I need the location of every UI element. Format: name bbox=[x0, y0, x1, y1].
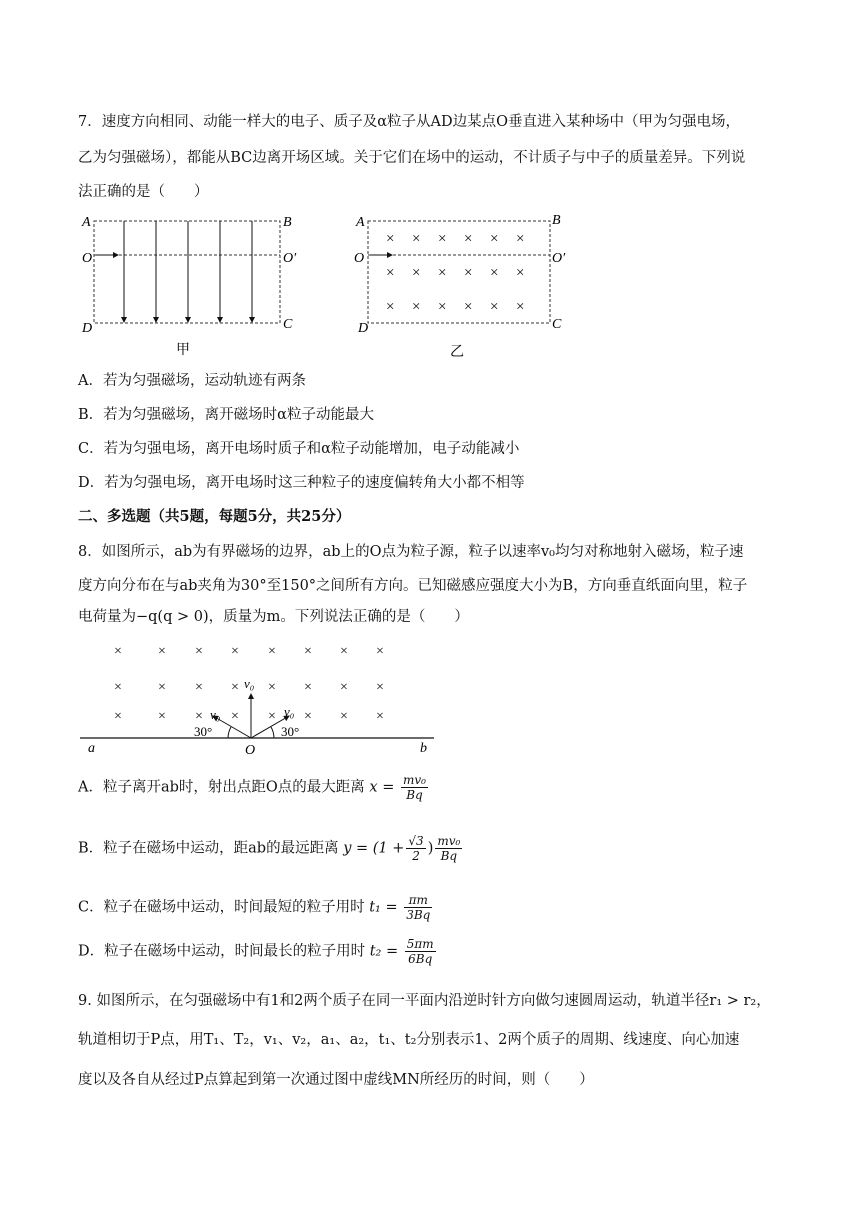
label-angle-right: 30° bbox=[281, 724, 300, 739]
label-A: A bbox=[82, 215, 91, 230]
svg-text:×: × bbox=[464, 299, 473, 315]
label-B: B bbox=[283, 215, 292, 230]
label-v0-top: v₀ bbox=[244, 676, 255, 691]
section-heading-multiple-choice: 二、多选题（共5题，每题5分，共25分） bbox=[78, 508, 351, 525]
figure-jia-electric-field bbox=[78, 206, 318, 361]
q8-option-b: B．粒子在磁场中运动，距ab的最远距离 y = (1 + $\frac{√3}{2}$ ) $\frac{\text{mv₀}}{Bq}$ bbox=[78, 834, 461, 863]
q8-stem-line3: 电荷量为−q(q > 0)，质量为m。下列说法正确的是（ ） bbox=[78, 609, 469, 625]
svg-text:×: × bbox=[386, 231, 395, 247]
svg-text:×: × bbox=[231, 680, 239, 695]
svg-text:×: × bbox=[231, 709, 239, 724]
svg-text:×: × bbox=[268, 644, 276, 659]
label-v0-left: v₀ bbox=[210, 707, 221, 722]
q9-stem-line2: 轨道相切于P点，用T₁、T₂，v₁、v₂，a₁、a₂，t₁、t₂分别表示1、2两个质子的周期、线速度、向心加速 bbox=[78, 1032, 740, 1048]
fraction: $\frac{\text{mv₀}}{Bq}$ bbox=[437, 834, 461, 863]
svg-text:×: × bbox=[158, 644, 166, 659]
q8-option-a: A．粒子离开ab时，射出点距O点的最大距离 x = $\frac{\text{mv₀}}{Bq}$ bbox=[78, 773, 426, 802]
svg-text:×: × bbox=[114, 680, 122, 695]
svg-text:×: × bbox=[158, 680, 166, 695]
label-C: C bbox=[283, 317, 293, 332]
svg-text:×: × bbox=[114, 644, 122, 659]
svg-text:×: × bbox=[438, 299, 447, 315]
label-angle-left: 30° bbox=[194, 724, 213, 739]
label-a: a bbox=[88, 741, 95, 756]
q7-stem-line3: 法正确的是（ ） bbox=[78, 184, 209, 200]
fraction: $\frac{5\pi m}{6Bq}$ bbox=[406, 937, 434, 966]
label-B: B bbox=[552, 213, 561, 228]
q8-option-d: D．粒子在磁场中运动，时间最长的粒子用时 t₂ = $\frac{5\pi m}{6Bq}$ bbox=[78, 937, 434, 966]
svg-text:×: × bbox=[304, 709, 312, 724]
svg-text:×: × bbox=[340, 680, 348, 695]
fraction: $\frac{\text{mv₀}}{Bq}$ bbox=[402, 773, 426, 802]
svg-text:×: × bbox=[231, 644, 239, 659]
q7-option-b: B．若为匀强磁场，离开磁场时α粒子动能最大 bbox=[78, 407, 374, 423]
svg-text:×: × bbox=[412, 231, 421, 247]
svg-text:×: × bbox=[268, 680, 276, 695]
angle-arc-right bbox=[271, 727, 274, 738]
field-crosses bbox=[386, 231, 524, 315]
svg-text:×: × bbox=[195, 644, 203, 659]
label-D: D bbox=[82, 321, 93, 336]
svg-text:×: × bbox=[304, 680, 312, 695]
svg-text:×: × bbox=[490, 265, 499, 281]
svg-text:×: × bbox=[376, 680, 384, 695]
label-O-prime: O′ bbox=[552, 251, 566, 266]
caption-yi: 乙 bbox=[450, 345, 464, 360]
svg-text:×: × bbox=[268, 709, 276, 724]
svg-text:×: × bbox=[490, 299, 499, 315]
label-D: D bbox=[358, 321, 369, 336]
label-v0-right: v₀ bbox=[284, 704, 295, 719]
q8-option-c: C．粒子在磁场中运动，时间最短的粒子用时 t₁ = $\frac{\pi m}{3Bq}$ bbox=[78, 893, 431, 922]
svg-text:×: × bbox=[386, 299, 395, 315]
q7-stem-line1: 7．速度方向相同、动能一样大的电子、质子及α粒子从AD边某点O垂直进入某种场中（甲为匀强电场， bbox=[78, 114, 740, 130]
q7-stem-line2: 乙为匀强磁场），都能从BC边离开场区域。关于它们在场中的运动，不计质子与中子的质量差异。下列说 bbox=[78, 150, 746, 166]
label-C: C bbox=[552, 317, 562, 332]
svg-text:×: × bbox=[340, 709, 348, 724]
svg-text:×: × bbox=[340, 644, 348, 659]
svg-text:×: × bbox=[376, 709, 384, 724]
label-O-prime: O′ bbox=[283, 251, 297, 266]
q8-stem-line2: 度方向分布在与ab夹角为30°至150°之间所有方向。已知磁感应强度大小为B，方向垂直纸面向里，粒子 bbox=[78, 578, 748, 594]
svg-text:×: × bbox=[195, 709, 203, 724]
angle-arc-left bbox=[228, 727, 231, 738]
figure-yi-magnetic-field bbox=[352, 206, 592, 361]
svg-text:×: × bbox=[516, 231, 525, 247]
label-O: O bbox=[82, 251, 93, 266]
svg-text:×: × bbox=[304, 644, 312, 659]
q7-option-c: C．若为匀强电场，离开电场时质子和α粒子动能增加，电子动能减小 bbox=[78, 441, 520, 457]
svg-text:×: × bbox=[376, 644, 384, 659]
svg-text:×: × bbox=[490, 231, 499, 247]
svg-text:×: × bbox=[386, 265, 395, 281]
q9-stem-line1: 9. 如图所示，在匀强磁场中有1和2两个质子在同一平面内沿逆时针方向做匀速圆周运动，轨道半径r₁ > r₂， bbox=[78, 993, 771, 1009]
svg-text:×: × bbox=[438, 231, 447, 247]
svg-text:×: × bbox=[412, 265, 421, 281]
svg-text:×: × bbox=[516, 265, 525, 281]
svg-text:×: × bbox=[158, 709, 166, 724]
figure-q8-magnetic-boundary bbox=[78, 636, 438, 756]
fraction: $\frac{\pi m}{3Bq}$ bbox=[406, 893, 431, 922]
svg-text:×: × bbox=[464, 231, 473, 247]
fraction: $\frac{√3}{2}$ bbox=[408, 834, 424, 863]
svg-text:×: × bbox=[195, 680, 203, 695]
q7-option-a: A．若为匀强磁场，运动轨迹有两条 bbox=[78, 373, 306, 389]
label-b: b bbox=[420, 741, 427, 756]
label-A: A bbox=[356, 215, 365, 230]
q7-option-d: D．若为匀强电场，离开电场时这三种粒子的速度偏转角大小都不相等 bbox=[78, 475, 525, 491]
label-O: O bbox=[245, 743, 256, 756]
svg-text:×: × bbox=[516, 299, 525, 315]
q8-stem-line1: 8．如图所示，ab为有界磁场的边界，ab上的O点为粒子源，粒子以速率v₀均匀对称地射入磁场，粒子速 bbox=[78, 544, 744, 560]
svg-text:×: × bbox=[114, 709, 122, 724]
q9-stem-line3: 度以及各自从经过P点算起到第一次通过图中虚线MN所经历的时间，则（ ） bbox=[78, 1072, 594, 1088]
field-lines bbox=[124, 221, 252, 322]
caption-jia: 甲 bbox=[176, 343, 190, 358]
svg-text:×: × bbox=[464, 265, 473, 281]
label-O: O bbox=[354, 251, 365, 266]
svg-text:×: × bbox=[412, 299, 421, 315]
svg-text:×: × bbox=[438, 265, 447, 281]
